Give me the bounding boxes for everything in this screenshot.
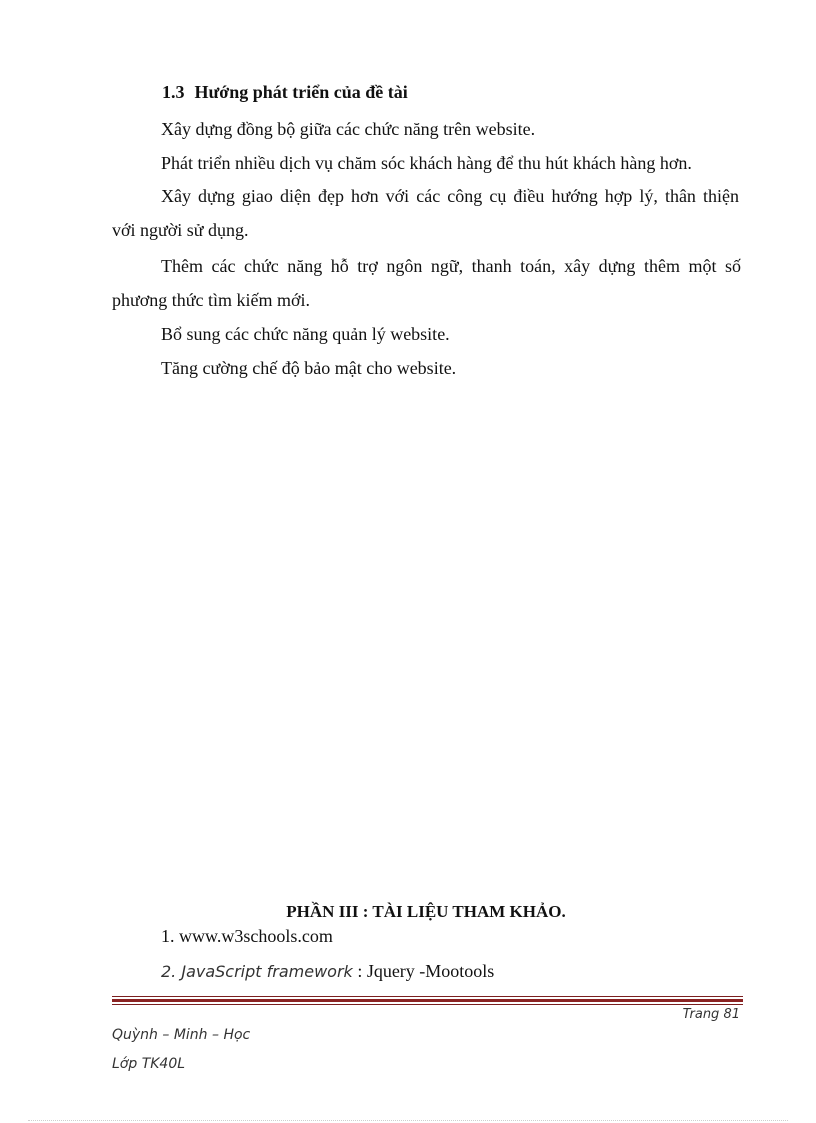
footer-divider-thick [112, 999, 743, 1002]
section-heading [162, 82, 408, 103]
paragraph-language-line2: phương thức tìm kiếm mới. [112, 290, 311, 310]
reference-item-2-detail: : Jquery -Mootools [352, 961, 495, 981]
reference-item-1: 1. www.w3schools.com [161, 926, 333, 946]
paragraph-customer-services: Phát triển nhiều dịch vụ chăm sóc khách hàng để thu hút khách hàng hơn. [161, 153, 692, 173]
section-title: Hướng phát triển của đề tài [194, 82, 408, 102]
reference-item-2 [161, 961, 494, 982]
footer-divider-thin-bottom [112, 1004, 743, 1005]
footer-class: Lớp TK40L [112, 1056, 186, 1072]
paragraph-interface-line2: với người sử dụng. [112, 220, 249, 240]
paragraph-interface-line1: Xây dựng giao diện đẹp hơn với các công cụ điều hướng hợp lý, thân thiện [161, 186, 739, 206]
footer-authors: Quỳnh – Minh – Học [112, 1027, 251, 1043]
paragraph-language-line1: Thêm các chức năng hỗ trợ ngôn ngữ, thanh toán, xây dựng thêm một số [161, 256, 741, 276]
section-number: 1.3 [162, 82, 185, 102]
footer-divider-thin-top [112, 996, 743, 997]
page-number: Trang 81 [682, 1007, 740, 1022]
paragraph-security: Tăng cường chế độ bảo mật cho website. [161, 358, 457, 378]
reference-item-2-title: 2. JavaScript framework [161, 962, 353, 981]
paragraph-sync-features: Xây dựng đồng bộ giữa các chức năng trên website. [161, 119, 536, 139]
paragraph-admin-functions: Bổ sung các chức năng quản lý website. [161, 324, 450, 344]
page-edge-divider [28, 1120, 788, 1121]
references-heading: PHẦN III : TÀI LIỆU THAM KHẢO. [286, 902, 566, 921]
